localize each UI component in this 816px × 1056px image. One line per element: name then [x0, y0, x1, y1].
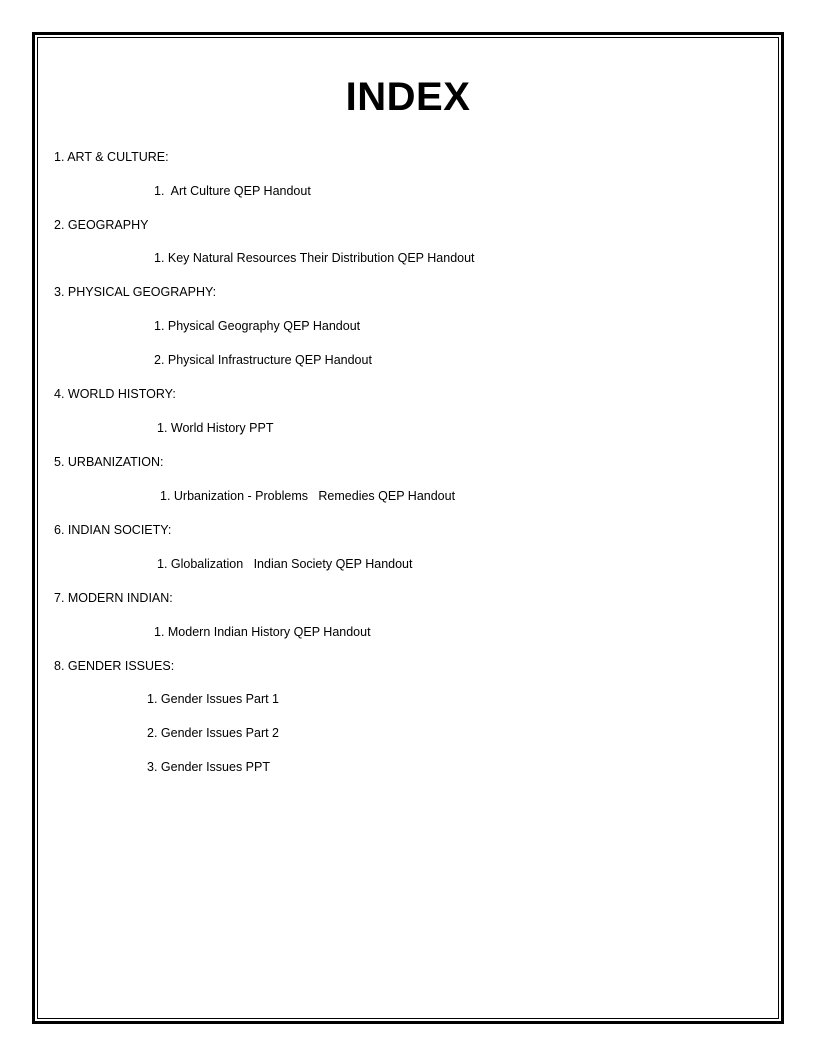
list-item: 3. Gender Issues PPT — [147, 760, 270, 774]
list-item: 1. Physical Geography QEP Handout — [154, 319, 361, 333]
section-heading: 3. PHYSICAL GEOGRAPHY: — [54, 285, 217, 299]
list-item: 1. Gender Issues Part 1 — [147, 692, 280, 706]
list-item: 1. Art Culture QEP Handout — [154, 184, 311, 198]
section-heading: 8. GENDER ISSUES: — [54, 659, 175, 673]
list-item: 1. Globalization Indian Society QEP Handout — [157, 557, 413, 571]
section-heading: 4. WORLD HISTORY: — [54, 387, 176, 401]
section-heading: 1. ART & CULTURE: — [54, 150, 169, 164]
list-item: 2. Gender Issues Part 2 — [147, 726, 280, 740]
list-item: 2. Physical Infrastructure QEP Handout — [154, 353, 372, 367]
section-heading: 5. URBANIZATION: — [54, 455, 164, 469]
list-item: 1. Modern Indian History QEP Handout — [154, 625, 371, 639]
section-heading: 7. MODERN INDIAN: — [54, 591, 173, 605]
section-heading: 2. GEOGRAPHY — [54, 218, 149, 232]
page-title: INDEX — [345, 75, 471, 119]
list-item: 1. Key Natural Resources Their Distribution QEP Handout — [154, 251, 475, 265]
section-heading: 6. INDIAN SOCIETY: — [54, 523, 172, 537]
list-item: 1. World History PPT — [157, 421, 274, 435]
list-item: 1. Urbanization - Problems Remedies QEP Handout — [160, 489, 456, 503]
